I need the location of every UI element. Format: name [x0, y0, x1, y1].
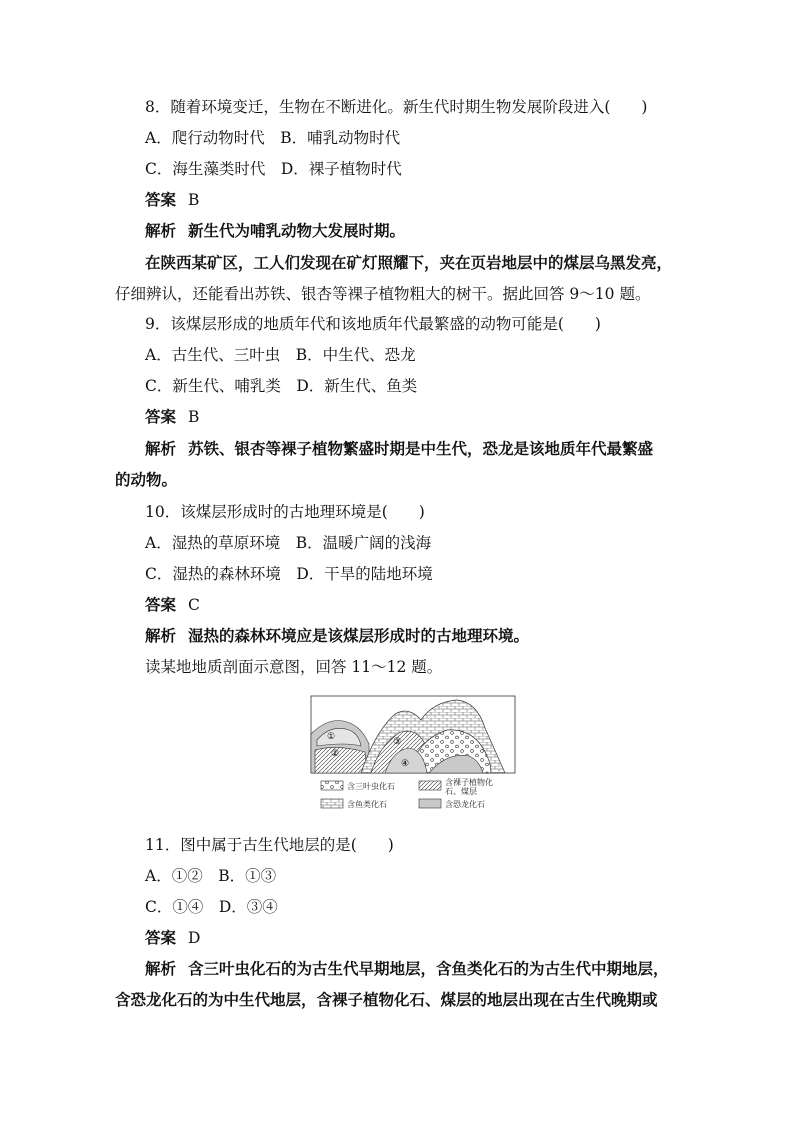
label-4: ④: [401, 759, 410, 769]
figure-legend: [321, 777, 493, 809]
legend-dinosaur: 含恐龙化石: [445, 800, 485, 809]
analysis-label: 解析: [145, 626, 177, 645]
q11-answer: [145, 928, 200, 948]
answer-value: B: [188, 191, 200, 209]
legend-swatch-fish: [321, 799, 343, 808]
legend-fish: 含鱼类化石: [347, 800, 387, 809]
passage-9-10-line1: 在陕西某矿区，工人们发现在矿灯照耀下，夹在页岩地层中的煤层乌黑发亮，: [145, 253, 673, 272]
q11-analysis: [145, 959, 669, 979]
q11-analysis-line2: 含恐龙化石的为中生代地层，含裸子植物化石、煤层的地层出现在古生代晚期或: [115, 990, 658, 1009]
legend-gymnosperm-l2: 石、煤层: [445, 787, 477, 796]
legend-swatch-dinosaur: [419, 799, 441, 808]
q8-analysis: [145, 221, 405, 241]
answer-value: D: [188, 929, 201, 947]
analysis-label: 解析: [145, 221, 177, 240]
answer-value: B: [188, 408, 200, 426]
q8-options-ab: A．爬行动物时代 B．哺乳动物时代: [145, 129, 401, 147]
q8-answer: [145, 190, 199, 210]
answer-label: 答案: [145, 595, 177, 614]
q9-stem: 9．该煤层形成的地质年代和该地质年代最繁盛的动物可能是( ): [145, 315, 601, 333]
passage-9-10-line2: 仔细辨认，还能看出苏铁、银杏等裸子植物粗大的树干。据此回答 9～10 题。: [115, 285, 651, 303]
legend-trilobite: 含三叶虫化石: [347, 782, 395, 791]
analysis-text: 新生代为哺乳动物大发展时期。: [188, 221, 406, 240]
q11-options-ab: A．①② B．①③: [145, 867, 277, 885]
q9-answer: [145, 407, 199, 427]
q11-options-cd: C．①④ D．③④: [145, 898, 278, 916]
q8-stem: 8．随着环境变迁，生物在不断进化。新生代时期生物发展阶段进入( ): [145, 98, 648, 116]
label-1: ①: [327, 732, 336, 742]
analysis-text: 含三叶虫化石的为古生代早期地层，含鱼类化石的为古生代中期地层，: [188, 959, 669, 978]
q10-analysis: [145, 626, 529, 646]
q9-analysis-line2: 的动物。: [115, 470, 178, 489]
answer-label: 答案: [145, 407, 177, 426]
label-3: ③: [393, 737, 402, 747]
q9-analysis: [145, 439, 653, 459]
passage-11-12: 读某地地质剖面示意图，回答 11～12 题。: [145, 658, 443, 676]
q10-answer: [145, 595, 200, 615]
answer-label: 答案: [145, 928, 177, 947]
analysis-label: 解析: [145, 959, 177, 978]
analysis-text: 苏铁、银杏等裸子植物繁盛时期是中生代，恐龙是该地质年代最繁盛: [188, 439, 654, 458]
answer-label: 答案: [145, 190, 177, 209]
geologic-section-figure: [309, 694, 517, 816]
q9-options-ab: A．古生代、三叶虫 B．中生代、恐龙: [145, 346, 416, 364]
layer-2: [315, 747, 367, 773]
q8-options-cd: C．海生藻类时代 D．裸子植物时代: [145, 160, 402, 178]
q9-options-cd: C．新生代、哺乳类 D．新生代、鱼类: [145, 377, 418, 395]
legend-swatch-trilobite: [321, 781, 343, 790]
legend-gymnosperm-l1: 含裸子植物化: [445, 778, 493, 787]
q10-options-cd: C．湿热的森林环境 D．干旱的陆地环境: [145, 565, 433, 583]
q11-stem: 11．图中属于古生代地层的是( ): [145, 836, 394, 854]
answer-value: C: [188, 596, 200, 614]
label-2: ②: [331, 749, 340, 759]
q10-stem: 10．该煤层形成时的古地理环境是( ): [145, 503, 425, 521]
analysis-text: 湿热的森林环境应是该煤层形成时的古地理环境。: [188, 626, 530, 645]
legend-swatch-gymnosperm: [419, 781, 441, 790]
q10-options-ab: A．湿热的草原环境 B．温暖广阔的浅海: [145, 534, 432, 552]
analysis-label: 解析: [145, 439, 177, 458]
